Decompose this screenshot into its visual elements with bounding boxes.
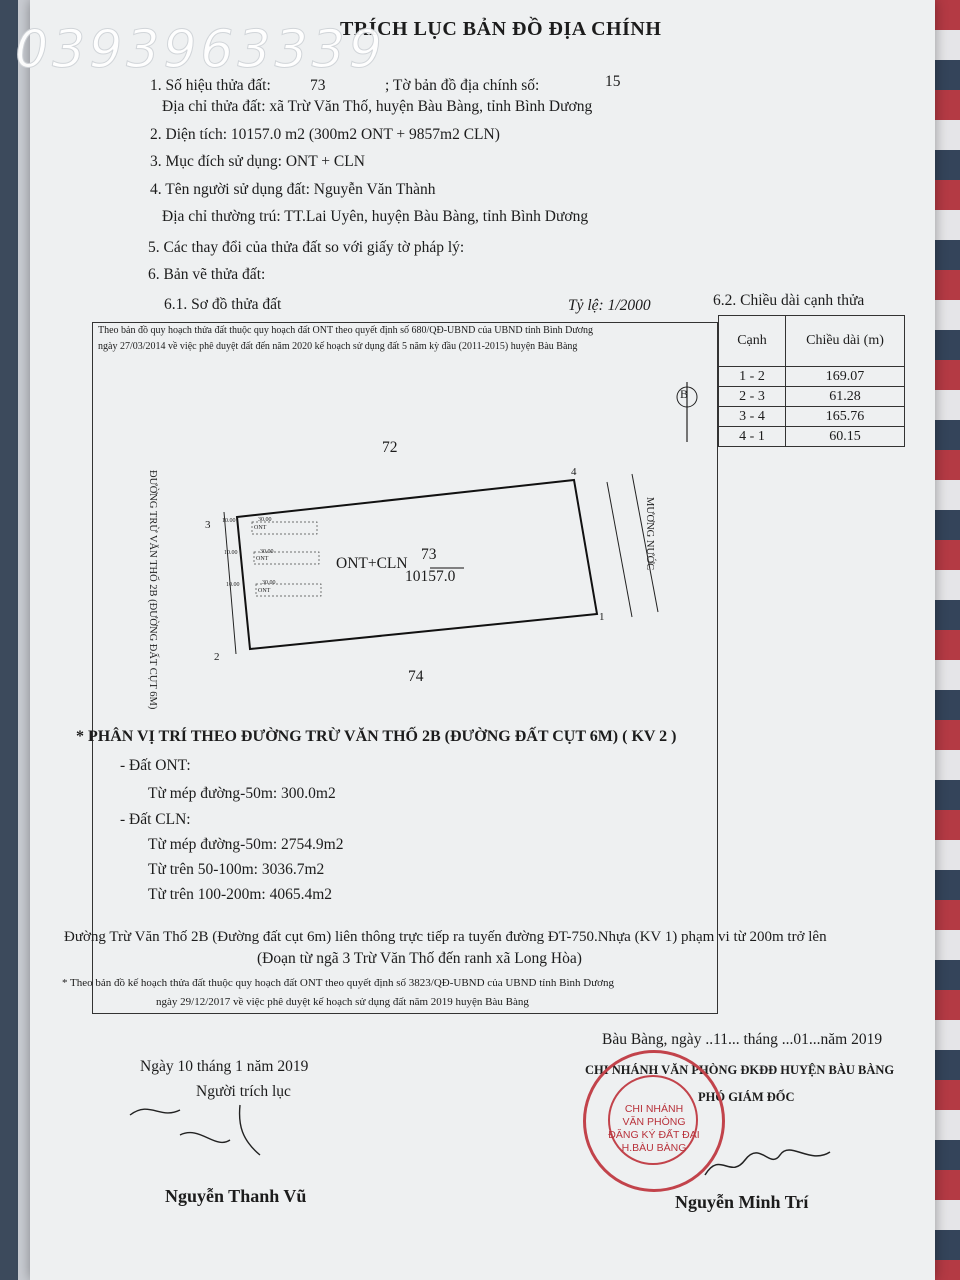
document-page: [15, 0, 935, 1280]
changes-line: 5. Các thay đổi của thửa đất so với giấy tờ pháp lý:: [148, 239, 465, 256]
ont-small-label: ONT: [256, 556, 269, 562]
canal-label: MƯƠNG NƯỚC: [644, 497, 655, 571]
right-signer-name: Nguyễn Minh Trí: [675, 1192, 809, 1212]
road-name-label: ĐƯỜNG TRỪ VĂN THỐ 2B (ĐƯỜNG ĐẤT CỤT 6M): [147, 470, 158, 710]
edges-label: 6.2. Chiều dài cạnh thửa: [713, 292, 865, 309]
cln-label: - Đất CLN:: [120, 811, 191, 828]
parcel-boundary: [237, 480, 597, 649]
map-note-line1: Theo bản đồ quy hoạch thửa đất thuộc quy hoạch đất ONT theo quyết định số 680/QĐ-UBND của UBND tỉnh Bình Dương: [98, 325, 594, 336]
right-date: Bàu Bàng, ngày ..11... tháng ...01...năm 2019: [602, 1031, 883, 1048]
edge-cell: 2 - 3: [719, 387, 786, 407]
table-row: [719, 427, 905, 447]
table-row: [719, 387, 905, 407]
length-cell: 169.07: [786, 367, 905, 387]
sketch-label: 6.1. Sơ đồ thửa đất: [164, 296, 282, 313]
cln-item: Từ trên 50-100m: 3036.7m2: [148, 861, 325, 878]
table-header-row: [719, 316, 905, 367]
dim-label: 30.00: [262, 580, 276, 586]
edge-cell: 1 - 2: [719, 367, 786, 387]
table-header-length: Chiều dài (m): [786, 316, 905, 367]
vertex-3: 3: [205, 519, 211, 531]
watermark-phone: 0393963339: [15, 20, 386, 80]
vertex-2: 2: [214, 651, 220, 663]
edge-cell: 3 - 4: [719, 407, 786, 427]
drawing-line: 6. Bản vẽ thửa đất:: [148, 266, 266, 283]
parcel-area-label: 10157.0: [405, 568, 456, 585]
dim-label: 30.00: [258, 517, 272, 523]
official-role: PHÓ GIÁM ĐỐC: [698, 1090, 795, 1104]
right-signature: [700, 1140, 840, 1190]
length-cell: 165.76: [786, 407, 905, 427]
edge-cell: 4 - 1: [719, 427, 786, 447]
neighbor-parcel-bottom: 74: [408, 668, 424, 685]
road-note-line1: Đường Trừ Văn Thố 2B (Đường đất cụt 6m) liên thông trực tiếp ra tuyến đường ĐT-750.Nhựa (KV 1) phạm vi từ 200m trở lên: [64, 929, 827, 945]
document-title: TRÍCH LỤC BẢN ĐỒ ĐỊA CHÍNH: [340, 18, 662, 40]
vertex-4: 4: [571, 466, 577, 478]
plan-note-line2: ngày 29/12/2017 về việc phê duyệt kế hoạch sử dụng đất năm 2019 huyện Bàu Bàng: [156, 996, 529, 1008]
map-sheet-label: ; Tờ bản đồ địa chính số:: [385, 77, 540, 94]
map-note-line2: ngày 27/03/2014 về việc phê duyệt đất đến năm 2020 kế hoạch sử dụng đất 5 năm kỳ đầu (2011-2015) huyện Bàu Bàng: [98, 341, 578, 352]
purpose-line: 3. Mục đích sử dụng: ONT + CLN: [150, 153, 365, 170]
dim-label: 10.00: [224, 550, 238, 556]
parcel-address: Địa chỉ thửa đất: xã Trừ Văn Thố, huyện Bàu Bàng, tỉnh Bình Dương: [162, 98, 593, 115]
parcel-label: 1. Số hiệu thửa đất:: [150, 77, 271, 94]
seal-text: CHI NHÁNH: [624, 1103, 684, 1115]
table-header-edge: Cạnh: [719, 316, 786, 367]
residence-line: Địa chỉ thường trú: TT.Lai Uyên, huyện Bàu Bàng, tỉnh Bình Dương: [162, 208, 589, 225]
parcel-sketch: [92, 322, 716, 722]
map-sheet-number: 15: [605, 73, 621, 90]
ont-item: Từ mép đường-50m: 300.0m2: [148, 785, 336, 802]
parcel-number: 73: [310, 77, 326, 94]
dim-label: 10.00: [226, 582, 240, 588]
vertex-1: 1: [599, 611, 605, 623]
left-role: Người trích lục: [196, 1083, 291, 1100]
neighbor-parcel-top: 72: [382, 439, 398, 456]
office-name: CHI NHÁNH VĂN PHÒNG ĐKĐĐ HUYỆN BÀU BÀNG: [585, 1063, 895, 1077]
dim-label: 30.00: [260, 549, 274, 555]
canal-line: [607, 482, 632, 617]
ont-small-label: ONT: [254, 525, 267, 531]
seal-text: ĐĂNG KÝ ĐẤT ĐAI: [608, 1129, 700, 1141]
plan-note-line1: * Theo bản đồ kế hoạch thửa đất thuộc quy hoạch đất ONT theo quyết định số 3823/QĐ-UBND của UBND tỉnh Bình Dương: [62, 977, 614, 989]
cln-item: Từ mép đường-50m: 2754.9m2: [148, 836, 344, 853]
table-row: [719, 407, 905, 427]
edge-length-table: [718, 315, 905, 447]
parcel-number-label: 73: [421, 546, 437, 563]
seal-text: VĂN PHÒNG: [622, 1116, 686, 1128]
cln-item: Từ trên 100-200m: 4065.4m2: [148, 886, 333, 903]
length-cell: 61.28: [786, 387, 905, 407]
owner-line: 4. Tên người sử dụng đất: Nguyễn Văn Thành: [150, 181, 436, 198]
parcel-type-label: ONT+CLN: [336, 555, 408, 572]
ont-label: - Đất ONT:: [120, 757, 191, 774]
left-date: Ngày 10 tháng 1 năm 2019: [140, 1058, 309, 1075]
area-line: 2. Diện tích: 10157.0 m2 (300m2 ONT + 9857m2 CLN): [150, 126, 500, 143]
length-cell: 60.15: [786, 427, 905, 447]
ont-small-label: ONT: [258, 588, 271, 594]
scale-label: Tỷ lệ: 1/2000: [568, 297, 651, 314]
dim-label: 10.00: [222, 518, 236, 524]
table-row: [719, 367, 905, 387]
north-arrow-label: B: [680, 387, 689, 401]
left-signer-name: Nguyễn Thanh Vũ: [165, 1186, 307, 1206]
seal-text: H.BÀU BÀNG: [621, 1142, 687, 1154]
zoning-heading: * PHÂN VỊ TRÍ THEO ĐƯỜNG TRỪ VĂN THỐ 2B (ĐƯỜNG ĐẤT CỤT 6M) ( KV 2 ): [76, 728, 677, 745]
road-note-line2: (Đoạn từ ngã 3 Trừ Văn Thố đến ranh xã Long Hòa): [257, 950, 582, 967]
left-signature: [120, 1095, 300, 1165]
